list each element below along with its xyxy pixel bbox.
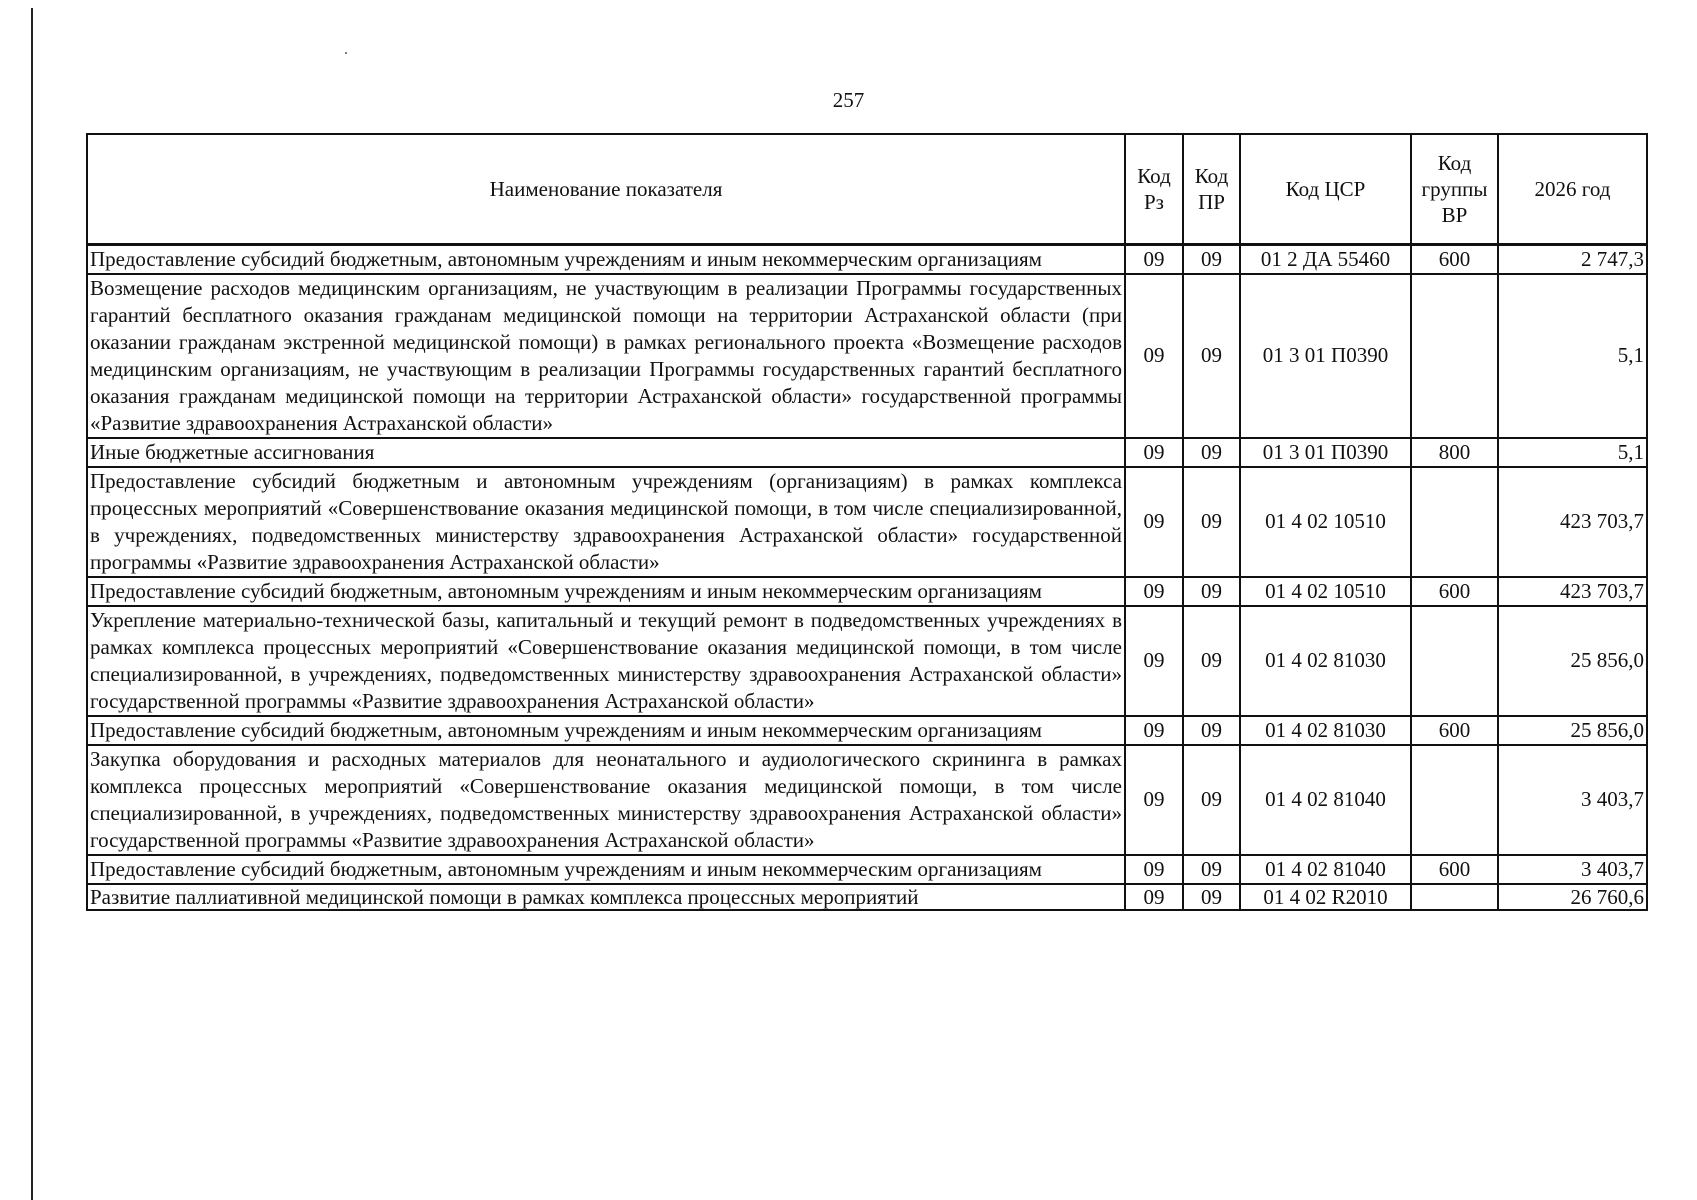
table-header-row — [87, 134, 1647, 244]
cell-rz: 09 — [1125, 438, 1183, 467]
cell-rz: 09 — [1125, 274, 1183, 438]
cell-name: Предоставление субсидий бюджетным, автономным учреждениям и иным некоммерческим организациям — [87, 716, 1125, 745]
cell-sum: 25 856,0 — [1498, 716, 1647, 745]
header-name: Наименование показателя — [87, 134, 1125, 244]
cell-name: Предоставление субсидий бюджетным, автономным учреждениям и иным некоммерческим организациям — [87, 244, 1125, 274]
cell-pr: 09 — [1183, 244, 1240, 274]
table-row — [87, 274, 1647, 438]
header-rz: Код Рз — [1125, 134, 1183, 244]
cell-vr: 600 — [1411, 855, 1498, 884]
cell-csr: 01 4 02 81030 — [1240, 606, 1411, 716]
cell-vr: 800 — [1411, 438, 1498, 467]
table-row — [87, 467, 1647, 577]
cell-csr: 01 4 02 R2010 — [1240, 884, 1411, 910]
table-row — [87, 884, 1647, 910]
header-pr: Код ПР — [1183, 134, 1240, 244]
cell-csr: 01 4 02 81030 — [1240, 716, 1411, 745]
cell-vr — [1411, 274, 1498, 438]
table-row — [87, 438, 1647, 467]
cell-vr: 600 — [1411, 577, 1498, 606]
cell-csr: 01 4 02 81040 — [1240, 855, 1411, 884]
cell-sum: 26 760,6 — [1498, 884, 1647, 910]
cell-csr: 01 3 01 П0390 — [1240, 438, 1411, 467]
cell-rz: 09 — [1125, 855, 1183, 884]
cell-rz: 09 — [1125, 745, 1183, 855]
cell-pr: 09 — [1183, 438, 1240, 467]
table-row — [87, 244, 1647, 274]
header-sum: 2026 год — [1498, 134, 1647, 244]
cell-pr: 09 — [1183, 577, 1240, 606]
cell-csr: 01 2 ДА 55460 — [1240, 244, 1411, 274]
cell-name: Предоставление субсидий бюджетным и автономным учреждениям (организациям) в рамках комплекса процессных мероприятий «Совершенствование оказания медицинской помощи, в том числе специализированной, в учреждениях, подведомственных министерству здравоохранения Астраханской области» государственной программы «Развитие здравоохранения Астраханской области» — [87, 467, 1125, 577]
scan-speck — [345, 52, 347, 54]
cell-pr: 09 — [1183, 855, 1240, 884]
cell-csr: 01 4 02 10510 — [1240, 577, 1411, 606]
cell-csr: 01 4 02 10510 — [1240, 467, 1411, 577]
cell-vr — [1411, 884, 1498, 910]
cell-rz: 09 — [1125, 577, 1183, 606]
cell-rz: 09 — [1125, 716, 1183, 745]
table-row — [87, 745, 1647, 855]
cell-vr — [1411, 606, 1498, 716]
header-vr: Код группы ВР — [1411, 134, 1498, 244]
cell-name: Предоставление субсидий бюджетным, автономным учреждениям и иным некоммерческим организациям — [87, 577, 1125, 606]
cell-sum: 25 856,0 — [1498, 606, 1647, 716]
cell-vr: 600 — [1411, 244, 1498, 274]
table-row — [87, 855, 1647, 884]
cell-csr: 01 3 01 П0390 — [1240, 274, 1411, 438]
cell-rz: 09 — [1125, 606, 1183, 716]
cell-csr: 01 4 02 81040 — [1240, 745, 1411, 855]
cell-pr: 09 — [1183, 884, 1240, 910]
cell-name: Развитие паллиативной медицинской помощи в рамках комплекса процессных мероприятий — [87, 884, 1125, 910]
cell-name: Закупка оборудования и расходных материалов для неонатального и аудиологического скрининга в рамках комплекса процессных мероприятий «Совершенствование оказания медицинской помощи, в том числе специализированной, в учреждениях, подведомственных министерству здравоохранения Астраханской области» государственной программы «Развитие здравоохранения Астраханской области» — [87, 745, 1125, 855]
cell-pr: 09 — [1183, 716, 1240, 745]
cell-sum: 3 403,7 — [1498, 855, 1647, 884]
cell-pr: 09 — [1183, 274, 1240, 438]
budget-table — [86, 133, 1648, 911]
table-row — [87, 716, 1647, 745]
cell-sum: 423 703,7 — [1498, 467, 1647, 577]
cell-pr: 09 — [1183, 745, 1240, 855]
cell-vr — [1411, 467, 1498, 577]
cell-rz: 09 — [1125, 244, 1183, 274]
cell-vr: 600 — [1411, 716, 1498, 745]
page-number: 257 — [832, 88, 865, 112]
cell-sum: 423 703,7 — [1498, 577, 1647, 606]
cell-sum: 2 747,3 — [1498, 244, 1647, 274]
cell-pr: 09 — [1183, 606, 1240, 716]
cell-rz: 09 — [1125, 467, 1183, 577]
cell-pr: 09 — [1183, 467, 1240, 577]
scan-margin-line — [31, 8, 33, 1200]
cell-rz: 09 — [1125, 884, 1183, 910]
table-row — [87, 606, 1647, 716]
cell-name: Иные бюджетные ассигнования — [87, 438, 1125, 467]
cell-name: Предоставление субсидий бюджетным, автономным учреждениям и иным некоммерческим организациям — [87, 855, 1125, 884]
cell-sum: 5,1 — [1498, 274, 1647, 438]
header-csr: Код ЦСР — [1240, 134, 1411, 244]
cell-name: Возмещение расходов медицинским организациям, не участвующим в реализации Программы государственных гарантий бесплатного оказания гражданам медицинской помощи на территории Астраханской области (при оказании гражданам экстренной медицинской помощи) в рамках регионального проекта «Возмещение расходов медицинским организациям, не участвующим в реализации Программы государственных гарантий бесплатного оказания гражданам медицинской помощи на территории Астраханской области» государственной программы «Развитие здравоохранения Астраханской области» — [87, 274, 1125, 438]
cell-sum: 3 403,7 — [1498, 745, 1647, 855]
cell-sum: 5,1 — [1498, 438, 1647, 467]
table-row — [87, 577, 1647, 606]
cell-name: Укрепление материально-технической базы, капитальный и текущий ремонт в подведомственных учреждениях в рамках комплекса процессных мероприятий «Совершенствование оказания медицинской помощи, в том числе специализированной, в учреждениях, подведомственных министерству здравоохранения Астраханской области» государственной программы «Развитие здравоохранения Астраханской области» — [87, 606, 1125, 716]
cell-vr — [1411, 745, 1498, 855]
